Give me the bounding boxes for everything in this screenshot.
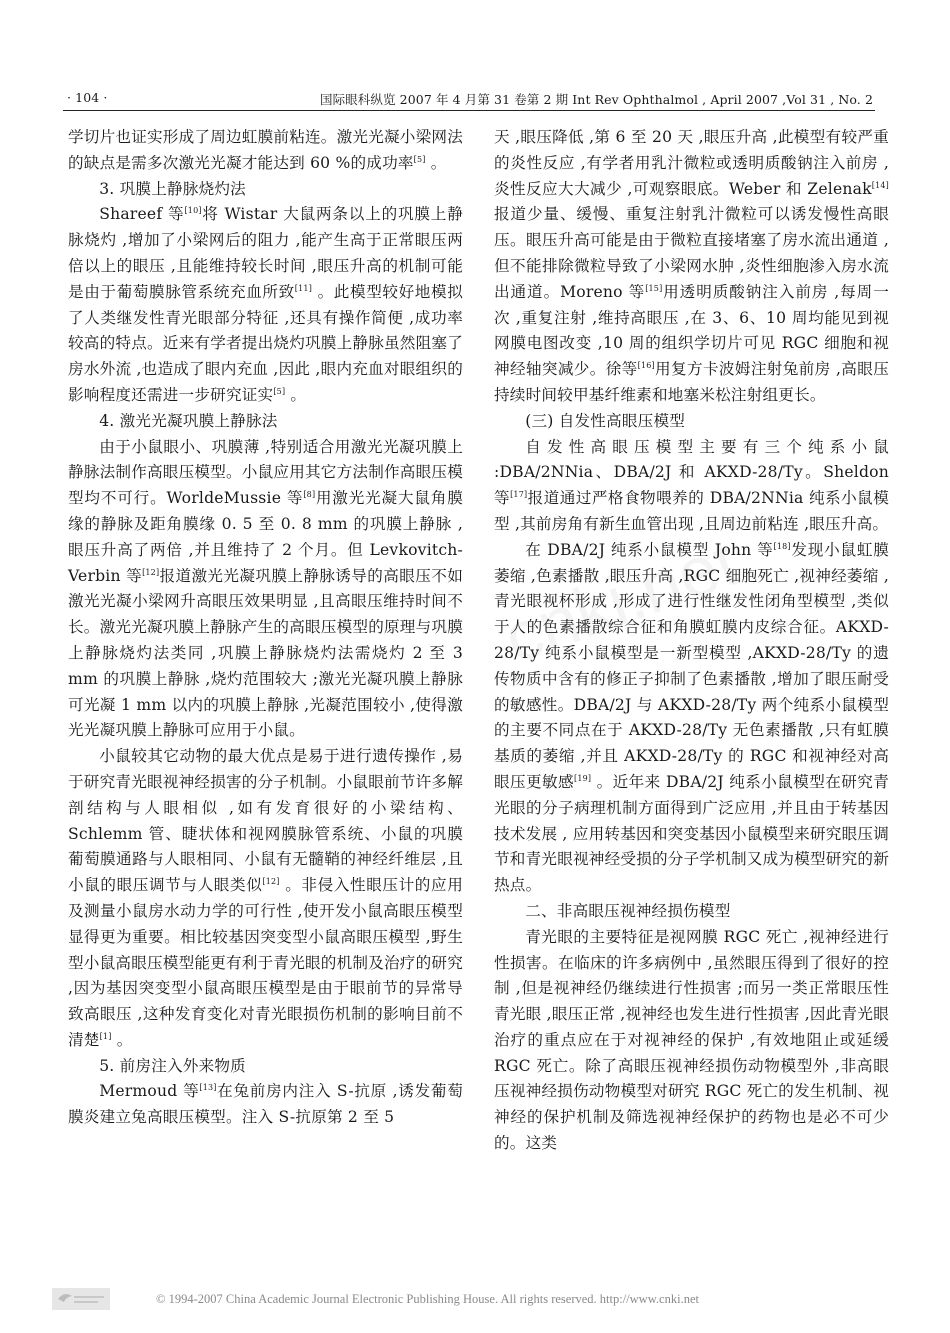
footer	[52, 1288, 892, 1312]
page-number: · 104 ·	[67, 90, 108, 105]
text-run: 天 ,眼压降低 ,第 6 至 20 天 ,眼压升高 ,此模型有较严重的炎性反应 ,有学者用乳汁微粒或透明质酸钠注入前房 ,炎性反应大大减少 ,可观察眼底。Weber 和 Zelenak	[494, 128, 889, 198]
cnki-logo-icon	[52, 1288, 110, 1310]
text-run: 报道少量、缓慢、重复注射乳汁微粒可以诱发慢性高眼压。眼压升高可能是由于微粒直接堵塞了房水流出通道 ,但不能排除微粒导致了小梁网水肿 ,炎性细胞渗入房水流出通道。Moreno 等	[494, 205, 889, 301]
paragraph	[68, 744, 463, 1054]
citation-ref: [19]	[574, 773, 592, 783]
left-column	[68, 125, 463, 1131]
text-run: 在兔前房内注入 S-抗原 ,诱发葡萄膜炎建立兔高眼压模型。注入 S-抗原第 2 至 5	[68, 1082, 463, 1127]
text-run: 5. 前房注入外来物质	[99, 1056, 246, 1075]
text-run: 青光眼的主要特征是视网膜 RGC 死亡 ,视神经进行性损害。在临床的许多病例中 ,虽然眼压得到了很好的控制 ,但是视神经仍继续进行性损害 ;而另一类正常眼压性青光眼 ,眼压正常 ,视神经也发生进行性损害 ,因此青光眼治疗的重点应在于对视神经的保护 ,有效地阻止或延缓 RGC 死亡。除了高眼压视神经损伤动物模型外 ,非高眼压视神经损伤动物模型对研究 RGC 死亡的发生机制、视神经的保护机制及筛选视神经保护的药物也是必不可少的。这类	[494, 927, 889, 1153]
right-column	[494, 125, 889, 1157]
text-run: Mermoud 等	[99, 1082, 200, 1101]
paragraph	[68, 202, 463, 408]
citation-ref: [16]	[637, 360, 655, 370]
text-run: 。	[425, 153, 447, 172]
citation-ref: [12]	[142, 567, 160, 577]
citation-ref: [1]	[99, 1031, 112, 1041]
citation-ref: [8]	[303, 489, 316, 499]
paragraph	[494, 925, 889, 1157]
text-run: 报道通过严格食物喂养的 DBA/2NNia 纯系小鼠模型 ,其前房角有新生血管出现 ,且周边前粘连 ,眼压升高。	[494, 489, 889, 533]
paragraph	[494, 125, 889, 409]
citation-ref: [5]	[413, 154, 426, 164]
text-run: 将 Wistar 大鼠两条以上的巩膜上静脉烧灼 ,增加了小梁网后的阻力 ,能产生高于正常眼压两倍以上的眼压 ,且能维持较长时间 ,眼压升高的机制可能是由于葡萄膜脉管系统充血所致	[68, 205, 463, 301]
copyright-notice: © 1994-2007 China Academic Journal Electronic Publishing House. All rights reserved. http://www.cnki.net	[156, 1292, 699, 1306]
citation-ref: [13]	[199, 1083, 217, 1093]
text-run: (三) 自发性高眼压模型	[525, 411, 686, 430]
text-run: 发现小鼠虹膜萎缩 ,色素播散 ,眼压升高 ,RGC 细胞死亡 ,视神经萎缩 ,青光眼视杯形成 ,形成了进行性继发性闭角型模型 ,类似于人的色素播散综合征和角膜虹膜内皮综合征。AKXD-28/Ty 纯系小鼠模型是一新型模型 ,AKXD-28/Ty 的遗传物质中含有的修正子抑制了色素播散 ,增加了眼压耐受的敏感性。DBA/2J 与 AKXD-28/Ty 两个纯系小鼠模型的主要不同点在于 AKXD-28/Ty 无色素播散 ,只有虹膜基质的萎缩 ,并且 AKXD-28/Ty 的 RGC 和视神经对高眼压更敏感	[494, 540, 889, 791]
text-run: 用激光光凝大鼠角膜缘的静脉及距角膜缘 0. 5 至 0. 8 mm 的巩膜上静脉 ,眼压升高了两倍 ,并且维持了 2 个月。但 Levkovitch-Verbin 等	[68, 489, 463, 585]
paragraph	[494, 538, 889, 899]
text-run: 学切片也证实形成了周边虹膜前粘连。激光光凝小梁网法的缺点是需多次激光光凝才能达到 60 %的成功率	[68, 128, 463, 172]
text-run: 二、非高眼压视神经损伤模型	[525, 901, 731, 920]
citation-ref: [10]	[184, 206, 202, 216]
citation-ref: [17]	[510, 489, 528, 499]
text-run: 。近年来 DBA/2J 纯系小鼠模型在研究青光眼的分子病理机制方面得到广泛应用 ,并且由于转基因技术发展 , 应用转基因和突变基因小鼠模型来研究眼压调节和青光眼视神经受损的分子学机制又成为模型研究的新热点。	[494, 772, 889, 895]
text-run: 。	[111, 1030, 133, 1049]
text-run: 。此模型较好地模拟了人类继发性青光眼部分特征 ,还具有操作简便 ,成功率较高的特点。近来有学者提出烧灼巩膜上静脉虽然阻塞了房水外流 ,也造成了眼内充血 ,因此 ,眼内充血对眼组织的影响程度还需进一步研究证实	[68, 282, 463, 404]
text-run: 4. 激光光凝巩膜上静脉法	[99, 411, 278, 430]
journal-citation: 国际眼科纵览 2007 年 4 月第 31 卷第 2 期 Int Rev Ophthalmol , April 2007 ,Vol 31 , No. 2	[319, 92, 873, 107]
paragraph	[68, 435, 463, 745]
text-run: 。非侵入性眼压计的应用及测量小鼠房水动力学的可行性 ,使开发小鼠高眼压模型显得更为重要。相比较基因突变型小鼠高眼压模型 ,野生型小鼠高眼压模型能更有利于青光眼的机制及治疗的研究 ,因为基因突变型小鼠高眼压模型是由于眼前节的异常导致高眼压 ,这种发育变化对青光眼损伤机制的影响目前不清楚	[68, 876, 463, 1049]
citation-ref: [18]	[773, 541, 791, 551]
text-run: 小鼠较其它动物的最大优点是易于进行遗传操作 ,易于研究青光眼视神经损害的分子机制。小鼠眼前节许多解剖结构与人眼相似 ,如有发育很好的小梁结构、Schlemm 管、睫状体和视网膜脉管系统、小鼠的巩膜葡萄膜通路与人眼相同、小鼠有无髓鞘的神经纤维层 ,且小鼠的眼压调节与人眼类似	[68, 747, 463, 895]
text-run: 。	[285, 385, 307, 404]
paragraph	[68, 1079, 463, 1131]
text-run: 用复方卡波姆注射兔前房 ,高眼压持续时间较甲基纤维素和地塞米松注射组更长。	[494, 360, 889, 404]
citation-ref: [5]	[273, 386, 286, 396]
section-heading	[68, 1054, 463, 1080]
running-header	[63, 86, 875, 111]
citation-ref: [14]	[871, 180, 889, 190]
citation-ref: [11]	[294, 283, 313, 293]
text-run: 在 DBA/2J 纯系小鼠模型 John 等	[525, 540, 774, 559]
text-run: 报道激光光凝巩膜上静脉诱导的高眼压不如激光光凝小梁网升高眼压效果明显 ,且高眼压维持时间不长。激光光凝巩膜上静脉产生的高眼压模型的原理与巩膜上静脉烧灼法类同 ,巩膜上静脉烧灼法需烧灼 2 至 3 mm 的巩膜上静脉 ,烧灼范围较大 ;激光光凝巩膜上静脉可光凝 1 mm 以内的巩膜上静脉 ,光凝范围较小 ,使得激光光凝巩膜上静脉可应用于小鼠。	[68, 566, 463, 740]
text-run: 自发性高眼压模型主要有三个纯系小鼠 :DBA/2NNia、DBA/2J 和 AKXD-28/Ty。Sheldon 等	[494, 437, 889, 508]
text-run: Shareef 等	[99, 205, 185, 224]
paragraph	[494, 435, 889, 538]
text-run: 由于小鼠眼小、巩膜薄 ,特别适合用激光光凝巩膜上静脉法制作高眼压模型。小鼠应用其它方法制作高眼压模型均不可行。WorldeMussie 等	[68, 437, 463, 508]
text-run: 3. 巩膜上静脉烧灼法	[99, 179, 246, 198]
section-heading	[494, 899, 889, 925]
text-run: 用透明质酸钠注入前房 ,每周一次 ,重复注射 ,维持高眼压 ,在 3、6、10 周均能见到视网膜电图改变 ,10 周的组织学切片可见 RGC 细胞和视神经轴突减少。徐等	[494, 282, 890, 379]
section-heading	[68, 177, 463, 203]
paragraph	[68, 125, 463, 177]
citation-ref: [12]	[262, 876, 280, 886]
section-heading	[68, 409, 463, 435]
section-heading	[494, 409, 889, 435]
citation-ref: [15]	[645, 283, 663, 293]
